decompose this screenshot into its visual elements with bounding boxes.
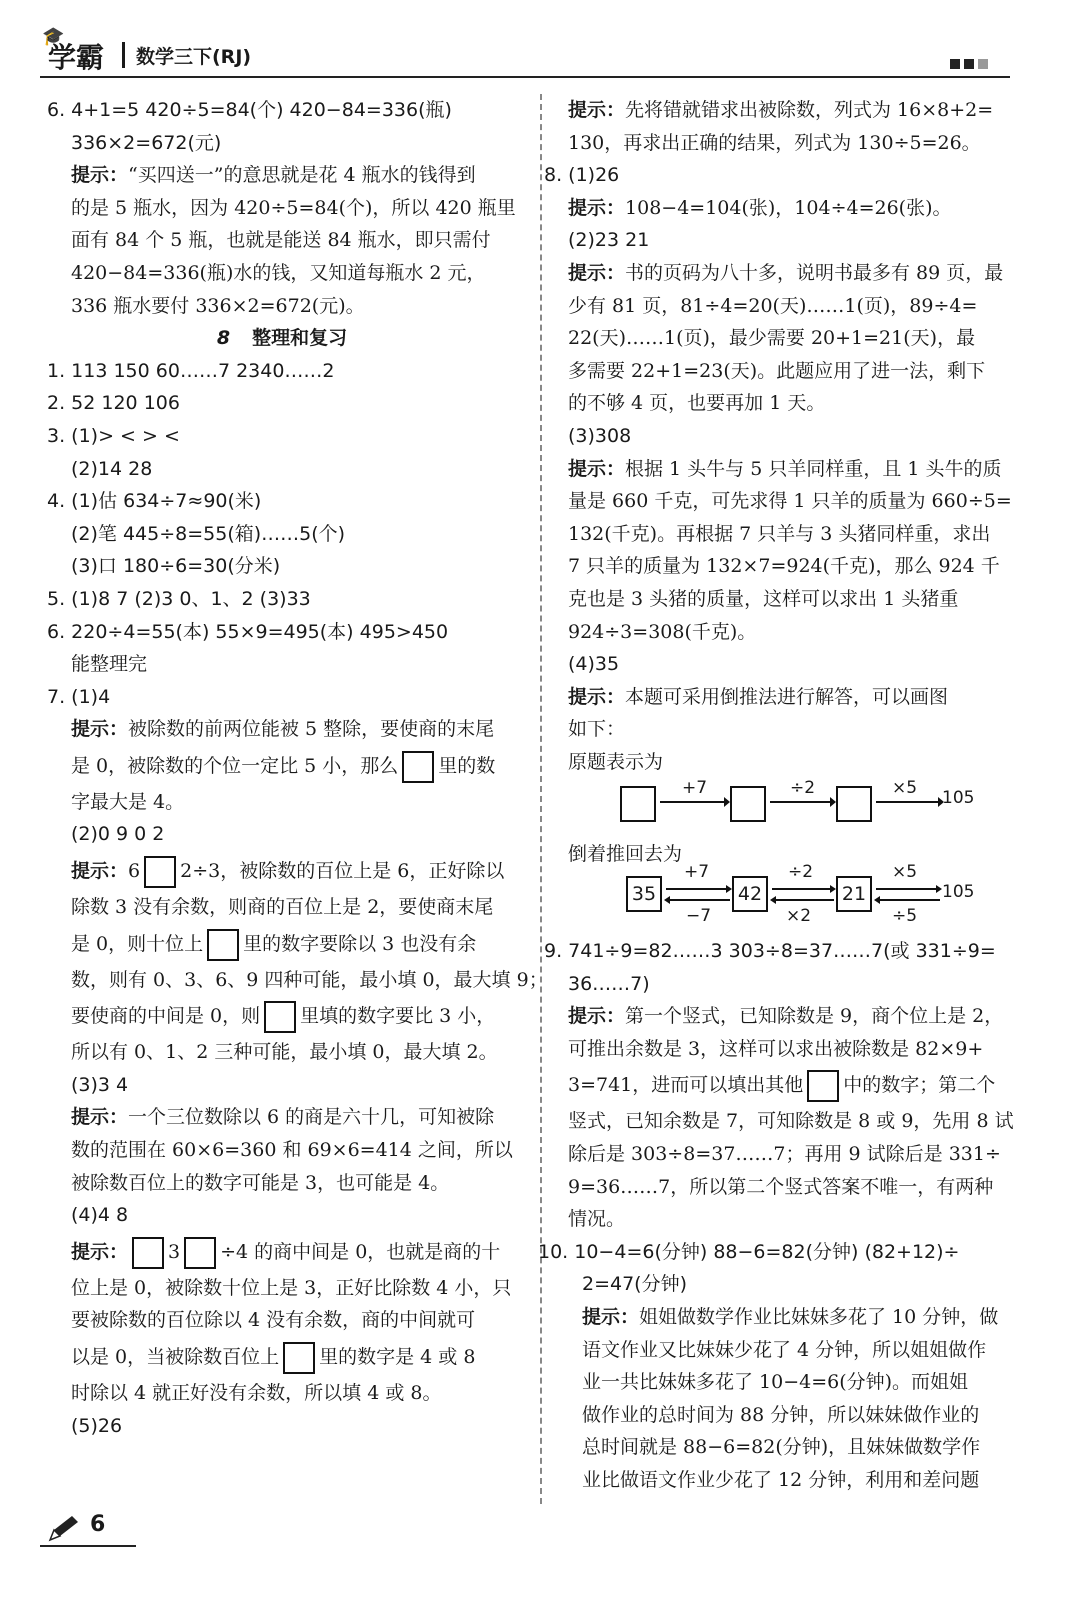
hint-9-line4: 竖式，已知余数是 7，可知除数是 8 或 9，先用 8 试 bbox=[568, 1110, 1014, 1133]
blank-box bbox=[402, 751, 434, 783]
result-value: 105 bbox=[942, 788, 975, 808]
hint-8-1: 提示：108−4=104(张)，104÷4=26(张)。 bbox=[568, 196, 952, 219]
arrow-right-1 bbox=[658, 796, 730, 808]
op-times2: ×2 bbox=[786, 906, 812, 926]
hint-8-3-line1: 提示：根据 1 头牛与 5 只羊同样重，且 1 头牛的质 bbox=[568, 457, 1002, 480]
hint-10-line6: 业比做语文作业少花了 12 分钟，利用和差问题 bbox=[582, 1468, 980, 1491]
book-title: 数学三下(RJ) bbox=[136, 46, 252, 68]
header-separator bbox=[122, 42, 125, 68]
hint-9-line5: 除后是 303÷8=37……7；再用 9 试除后是 331÷ bbox=[568, 1143, 1001, 1166]
empty-box-2 bbox=[730, 786, 766, 822]
result-value: 105 bbox=[942, 882, 975, 902]
page-header bbox=[40, 26, 1010, 80]
hint-7-1-line3: 字最大是 4。 bbox=[71, 790, 185, 813]
hint-8-2-line5: 的不够 4 页，也要再加 1 天。 bbox=[568, 392, 826, 415]
answer-6-line2: 336×2=672(元) bbox=[71, 131, 222, 154]
hint-7-2-line5: 要使商的中间是 0，则 里填的数字要比 3 小， bbox=[47, 996, 517, 1036]
hint-7-3-line2: 数的范围在 60×6=360 和 69×6=414 之间，所以 bbox=[71, 1139, 513, 1162]
xueba-logo: 🎓 学霸 bbox=[42, 26, 105, 74]
answer-3-part1: 3. (1)> < > < bbox=[47, 424, 180, 447]
answer-4-part1: 4. (1)估 634÷7≈90(米) bbox=[47, 490, 262, 513]
hint-9-line3: 3=741，进而可以填出其他 中的数字；第二个 bbox=[568, 1065, 1028, 1105]
hint-6-line4: 420−84=336(瓶)水的钱，又知道每瓶水 2 元， bbox=[71, 261, 486, 284]
answer-7-part5: (5)26 bbox=[71, 1414, 123, 1437]
double-arrow-3 bbox=[874, 884, 942, 906]
answer-10-line1: 10. 10−4=6(分钟) 88−6=82(分钟) (82+12)÷ bbox=[538, 1240, 960, 1263]
hint-7-4-line4: 以是 0，当被除数百位上 里的数字是 4 或 8 bbox=[47, 1337, 517, 1377]
hint-8-3-line2: 量是 660 千克，可先求得 1 只羊的质量为 660÷5= bbox=[568, 490, 1012, 513]
section-heading bbox=[47, 322, 517, 355]
hint-7-2-line1: 提示：6 2÷3，被除数的百位上是 6，正好除以 bbox=[47, 851, 517, 891]
hint-7-5-line2: 130，再求出正确的结果，列式为 130÷5=26。 bbox=[568, 131, 981, 154]
hint-7-4-line2: 位上是 0，被除数十位上是 3，正好比除数 4 小，只 bbox=[71, 1276, 512, 1299]
op-minus7: −7 bbox=[686, 906, 712, 926]
hint-6-line5: 336 瓶水要付 336×2=672(元)。 bbox=[71, 294, 365, 317]
section-title: 整理和复习 bbox=[252, 327, 348, 350]
footer-rule bbox=[40, 1545, 136, 1547]
box-21: 21 bbox=[836, 876, 872, 912]
answer-8-part4: (4)35 bbox=[568, 653, 620, 676]
answer-4-part3: (3)口 180÷6=30(分米) bbox=[71, 555, 281, 578]
hint-6-line2: 的是 5 瓶水，因为 420÷5=84(个)，所以 420 瓶里 bbox=[71, 196, 516, 219]
hint-6-line1: 提示：“买四送一”的意思就是花 4 瓶水的钱得到 bbox=[71, 164, 476, 187]
left-column bbox=[47, 94, 548, 1442]
hint-8-3-line5: 克也是 3 头猪的质量，这样可以求出 1 头猪重 bbox=[568, 587, 959, 610]
hint-10-line2: 语文作业又比妹妹少花了 4 分钟，所以姐姐做作 bbox=[582, 1338, 987, 1361]
hint-9-line1: 提示：第一个竖式，已知除数是 9，商个位上是 2， bbox=[568, 1005, 1004, 1028]
hint-10-line5: 总时间就是 88−6=82(分钟)，且妹妹做数学作 bbox=[582, 1436, 981, 1459]
hint-7-4-line3: 要被除数的百位除以 4 没有余数，商的中间就可 bbox=[71, 1309, 476, 1332]
hint-7-2-line4: 数，则有 0、3、6、9 四种可能，最小填 0，最大填 9； bbox=[71, 968, 548, 991]
page-number: 6 bbox=[90, 1512, 106, 1537]
answer-10-line2: 2=47(分钟) bbox=[582, 1273, 688, 1296]
hint-8-2-line2: 少有 81 页，81÷4=20(天)……1(页)，89÷4= bbox=[568, 294, 978, 317]
op-div2: ÷2 bbox=[788, 862, 814, 882]
hint-10-line3: 业一共比妹妹多花了 10−4=6(分钟)。而姐姐 bbox=[582, 1371, 969, 1394]
answer-2: 2. 52 120 106 bbox=[47, 392, 180, 415]
hint-7-1-line2: 是 0，被除数的个位一定比 5 小，那么 里的数 bbox=[47, 746, 517, 786]
hint-8-2-line4: 多需要 22+1=23(天)。此题应用了进一法，剩下 bbox=[568, 359, 986, 382]
hint-8-4-line2: 如下： bbox=[568, 718, 626, 741]
hint-7-5-line1: 提示：先将错就错求出被除数，列式为 16×8+2= bbox=[568, 99, 994, 121]
answer-7-part2: (2)0 9 0 2 bbox=[71, 823, 165, 846]
hint-10-line1: 提示：姐姐做数学作业比妹妹多花了 10 分钟，做 bbox=[582, 1306, 999, 1328]
blank-box bbox=[184, 1237, 216, 1269]
hint-8-4-line4: 倒着推回去为 bbox=[568, 843, 683, 866]
answer-3-part2: (2)14 28 bbox=[71, 457, 153, 480]
hint-7-2-line6: 所以有 0、1、2 三种可能，最小填 0，最大填 2。 bbox=[71, 1041, 498, 1064]
hint-7-3-line3: 被除数百位上的数字可能是 3，也可能是 4。 bbox=[71, 1171, 450, 1194]
blank-box bbox=[807, 1070, 839, 1102]
op-times5: ×5 bbox=[892, 778, 918, 798]
answer-6b-line2: 能整理完 bbox=[71, 653, 148, 676]
hint-7-2-line2: 除数 3 没有余数，则商的百位上是 2，要使商末尾 bbox=[71, 896, 494, 919]
hint-9-line2: 可推出余数是 3，这样可以求出被除数是 82×9+ bbox=[568, 1037, 984, 1060]
answer-5: 5. (1)8 7 (2)3 0、1、2 (3)33 bbox=[47, 587, 311, 610]
box-35: 35 bbox=[626, 876, 662, 912]
answer-9-line2: 36……7) bbox=[568, 972, 650, 995]
answer-9-line1: 9. 741÷9=82……3 303÷8=37……7(或 331÷9= bbox=[544, 940, 996, 963]
answer-6-line1: 6. 4+1=5 420÷5=84(个) 420−84=336(瓶) bbox=[47, 99, 452, 121]
hint-9-line6: 9=36……7，所以第二个竖式答案不唯一，有两种 bbox=[568, 1175, 994, 1198]
answer-4-part2: (2)笔 445÷8=55(箱)……5(个) bbox=[71, 522, 346, 545]
answer-1: 1. 113 150 60……7 2340……2 bbox=[47, 359, 335, 382]
column-divider bbox=[540, 94, 542, 1504]
answer-7-part1: 7. (1)4 bbox=[47, 685, 111, 708]
hint-8-4-line3: 原题表示为 bbox=[568, 750, 664, 773]
header-rule bbox=[40, 76, 1010, 78]
arrow-right-2 bbox=[768, 796, 836, 808]
hint-7-2-line3: 是 0，则十位上 里的数字要除以 3 也没有余 bbox=[47, 924, 517, 964]
hint-6-line3: 面有 84 个 5 瓶，也就是能送 84 瓶水，即只需付 bbox=[71, 229, 491, 252]
hint-9-line7: 情况。 bbox=[568, 1208, 626, 1231]
hint-label: 提示： bbox=[71, 164, 129, 187]
hint-8-2-line1: 提示：书的页码为八十多，说明书最多有 89 页，最 bbox=[568, 261, 1004, 284]
flow-diagram-backward bbox=[626, 862, 986, 928]
op-plus7: +7 bbox=[682, 778, 708, 798]
empty-box-3 bbox=[836, 786, 872, 822]
hint-7-1-line1: 提示：被除数的前两位能被 5 整除，要使商的末尾 bbox=[71, 718, 495, 741]
op-times5: ×5 bbox=[892, 862, 918, 882]
empty-box-1 bbox=[620, 786, 656, 822]
box-42: 42 bbox=[732, 876, 768, 912]
answer-8-part2: (2)23 21 bbox=[568, 229, 650, 252]
hint-7-4-line5: 时除以 4 就正好没有余数，所以填 4 或 8。 bbox=[71, 1382, 442, 1404]
answer-8-part1: 8. (1)26 bbox=[544, 164, 620, 187]
hint-8-2-line3: 22(天)……1(页)，最少需要 20+1=21(天)，最 bbox=[568, 327, 976, 350]
hint-10-line4: 做作业的总时间为 88 分钟，所以妹妹做作业的 bbox=[582, 1403, 980, 1426]
header-decoration bbox=[950, 59, 988, 69]
hint-7-4-line1: 提示： 3 ÷4 的商中间是 0，也就是商的十 bbox=[47, 1232, 517, 1272]
hint-8-4-line1: 提示：本题可采用倒推法进行解答，可以画图 bbox=[568, 685, 949, 708]
blank-box bbox=[283, 1342, 315, 1374]
answer-7-part4: (4)4 8 bbox=[71, 1204, 129, 1227]
blank-box bbox=[144, 856, 176, 888]
answer-7-part3: (3)3 4 bbox=[71, 1073, 129, 1096]
hint-7-3-line1: 提示：一个三位数除以 6 的商是六十几，可知被除 bbox=[71, 1106, 495, 1129]
op-div2: ÷2 bbox=[790, 778, 816, 798]
blank-box bbox=[264, 1001, 296, 1033]
blank-box bbox=[207, 929, 239, 961]
op-plus7: +7 bbox=[684, 862, 710, 882]
arrow-right-3 bbox=[874, 796, 944, 808]
section-number: 8 bbox=[216, 327, 231, 350]
hint-8-3-line3: 132(千克)。再根据 7 只羊与 3 头猪同样重，求出 bbox=[568, 522, 991, 545]
answer-8-part3: (3)308 bbox=[568, 424, 632, 447]
pencil-icon bbox=[46, 1514, 82, 1544]
hint-8-3-line6: 924÷3=308(千克)。 bbox=[568, 620, 757, 643]
double-arrow-2 bbox=[770, 884, 836, 906]
op-div5: ÷5 bbox=[892, 906, 918, 926]
double-arrow-1 bbox=[664, 884, 732, 906]
blank-box bbox=[132, 1237, 164, 1269]
hint-8-3-line4: 7 只羊的质量为 132×7=924(千克)，那么 924 千 bbox=[568, 555, 1000, 578]
answer-6b-line1: 6. 220÷4=55(本) 55×9=495(本) 495>450 bbox=[47, 620, 449, 643]
flow-diagram-forward bbox=[620, 778, 980, 832]
